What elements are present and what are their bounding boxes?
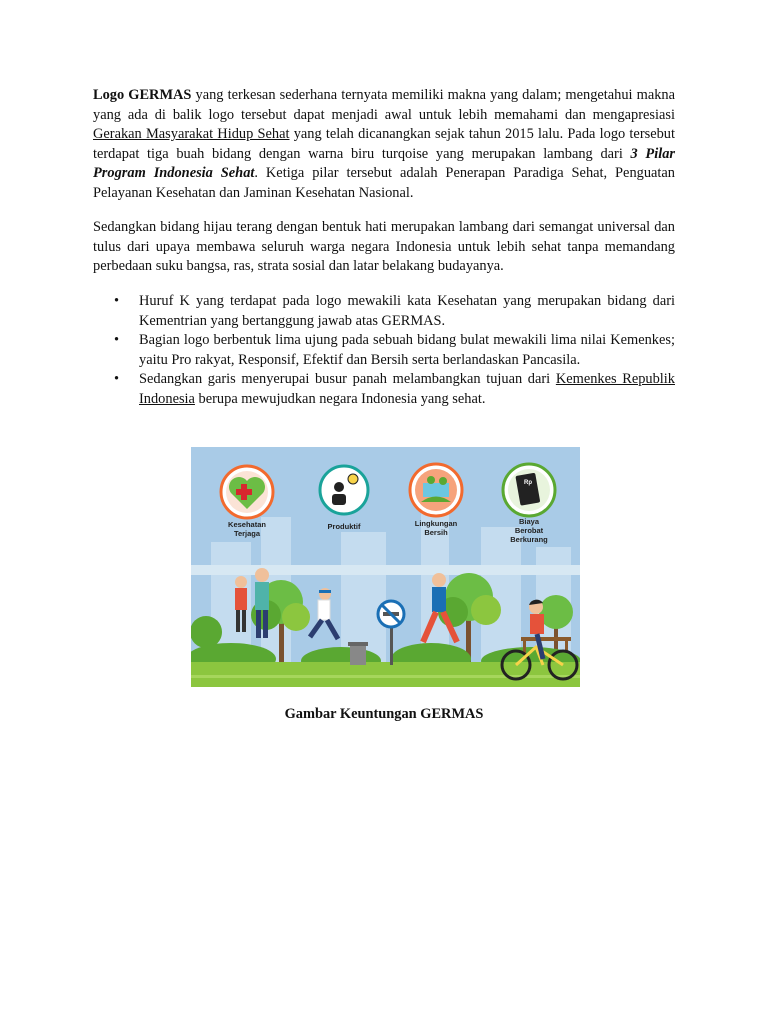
rp-mark: Rp: [524, 480, 532, 486]
icon-label: Produktif: [327, 522, 361, 531]
cost-icon: [503, 464, 555, 516]
icon-label: Bersih: [424, 528, 448, 537]
list-item: [93, 292, 675, 331]
icon-label: Terjaga: [233, 529, 261, 538]
icon-label: Berkurang: [510, 535, 548, 544]
link-gerakan-masyarakat[interactable]: Gerakan Masyarakat Hidup Sehat: [93, 126, 290, 143]
paragraph-germas-logo: [93, 86, 675, 204]
icon-label: Berobat: [514, 526, 544, 535]
list-item: [93, 331, 675, 370]
germas-benefits-illustration: [191, 447, 580, 687]
paragraph-heart-meaning: Sedangkan bidang hijau terang dengan bentuk hati merupakan lambang dari semangat universal dan tulus dari upaya membawa seluruh warga negara Indonesia untuk lebih sehat tanpa memandang perbedaan suku bangsa, ras, strata sosial dan latar belakang budayanya.: [93, 219, 675, 275]
paragraph1-text-c: . Ketiga pilar tersebut adalah Penerapan Paradiga Sehat, Penguatan Pelayanan Kesehatan dan Jaminan Kesehatan Nasional.: [93, 165, 675, 201]
paragraph1-text-a: yang terkesan sederhana ternyata memiliki makna yang dalam; mengetahui makna yang ada di balik logo tersebut dapat menjadi awal untuk lebih memahami dan mengapresiasi: [93, 87, 675, 123]
list-item-text-end: berupa mewujudkan negara Indonesia yang sehat.: [194, 390, 486, 407]
bullet-symbol: •: [114, 293, 120, 309]
list-item-text: Sedangkan garis menyerupai busur panah melambangkan tujuan dari: [139, 371, 556, 388]
bullet-list: [93, 292, 675, 410]
grass-ground: [191, 662, 580, 687]
paragraph1-text-b: yang telah dicanangkan sejak tahun 2015 lalu. Pada logo tersebut terdapat tiga buah bidang dengan warna biru turqoise yang merupakan lambang dari: [93, 126, 675, 162]
bullet-symbol: •: [114, 332, 120, 349]
icon-label: Kesehatan: [228, 520, 266, 529]
emphasis-3-pilar: 3 Pilar Program Indonesia Sehat: [93, 145, 675, 182]
list-item: [93, 370, 675, 409]
illustration-svg: [191, 447, 580, 687]
icon-label: Lingkungan: [414, 519, 458, 528]
clean-environment-icon: [410, 464, 462, 516]
link-kemenkes[interactable]: Kemenkes Republik Indonesia: [139, 371, 675, 407]
productive-icon: [320, 466, 368, 514]
bullet-symbol: •: [114, 371, 120, 388]
list-item-text: Huruf K yang terdapat pada logo mewakili kata Kesehatan yang merupakan bidang dari Kementrian yang bertanggung jawab atas GERMAS.: [139, 293, 675, 329]
bold-lead: Logo GERMAS: [93, 87, 192, 103]
trash-bin: [348, 642, 368, 665]
health-icon: [221, 466, 273, 518]
list-item-text: Bagian logo berbentuk lima ujung pada sebuah bidang bulat mewakili lima nilai Kemenkes; yaitu Pro rakyat, Responsif, Efektif dan Bersih serta berlandaskan Pancasila.: [139, 332, 675, 368]
icon-label: Biaya: [518, 517, 540, 526]
figure-caption: Gambar Keuntungan GERMAS: [284, 706, 484, 722]
